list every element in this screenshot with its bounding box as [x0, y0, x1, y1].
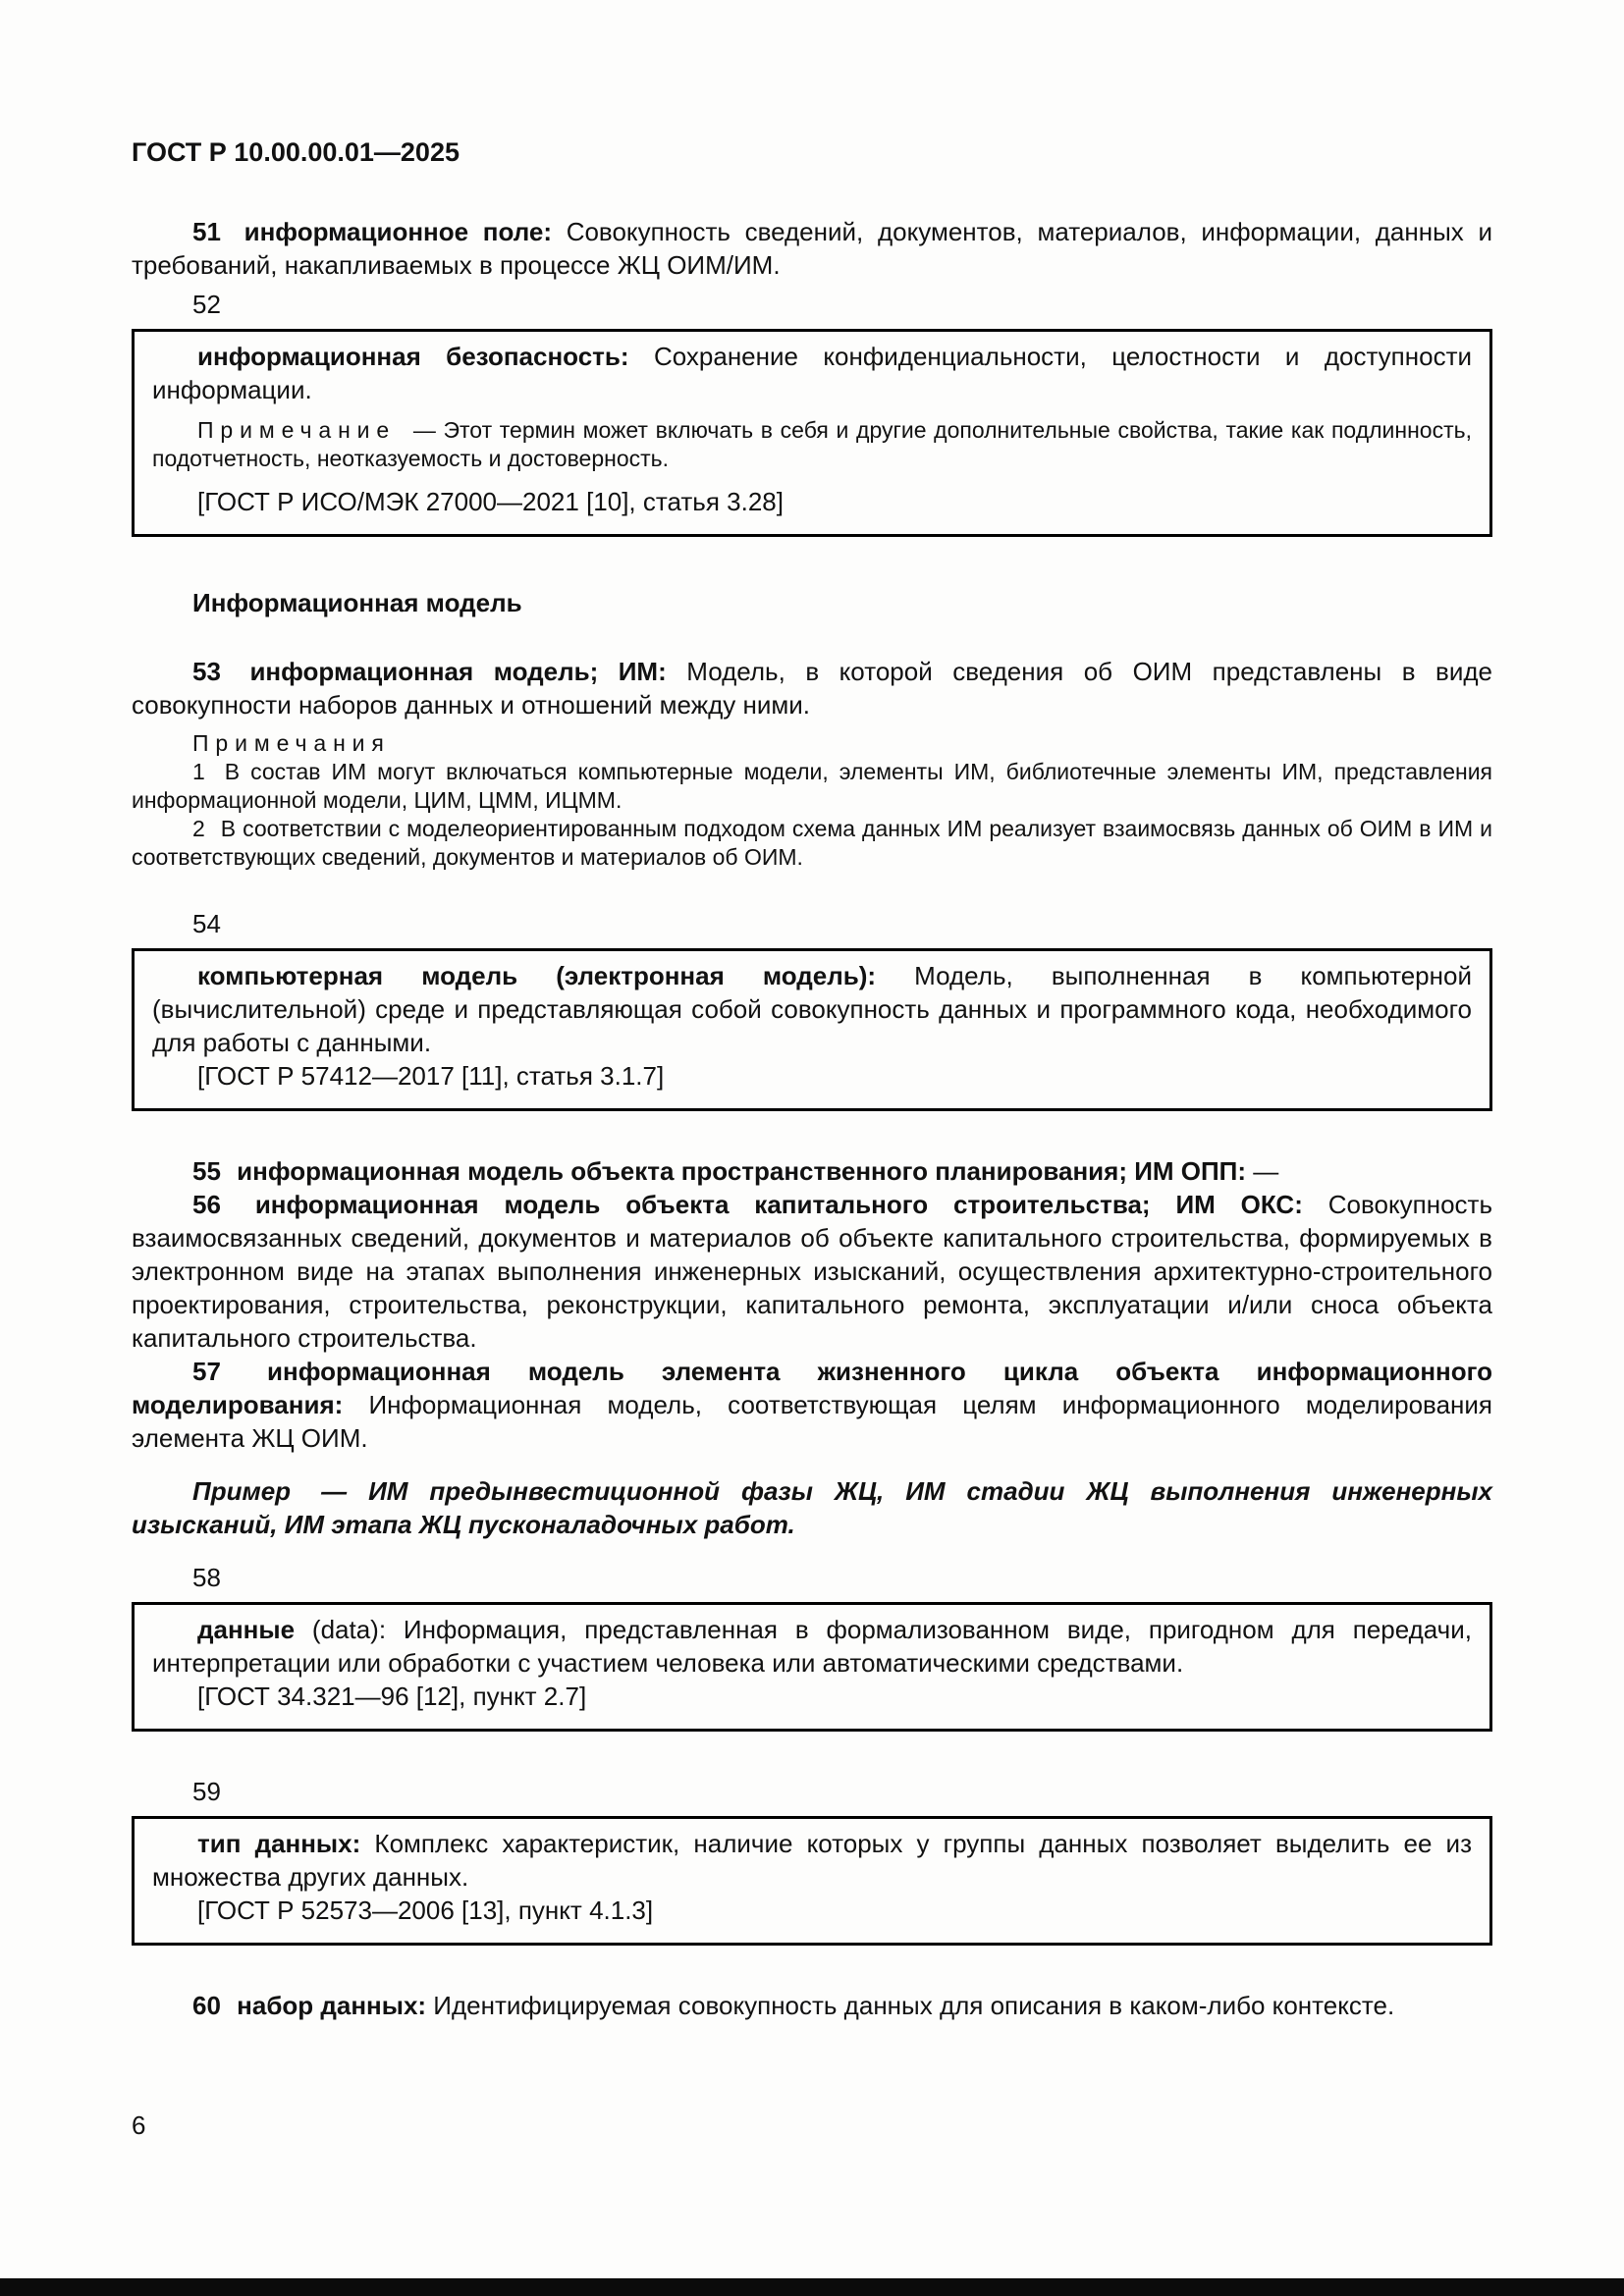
term-57-definition: Информационная модель, соответствующая целям информационного моделирования элемента ЖЦ ОИМ.	[132, 1390, 1492, 1453]
page-number: 6	[132, 2110, 146, 2140]
term-53-number: 53	[192, 657, 221, 686]
term-51-definition: Совокупность сведений, документов, материалов, информации, данных и требований, накапливаемых в процессе ЖЦ ОИМ/ИМ.	[132, 217, 1492, 280]
term-60-number: 60	[192, 1991, 221, 2020]
box-59-term-name: тип данных:	[197, 1829, 361, 1858]
scan-edge-artifact	[0, 2278, 1624, 2296]
notes-label	[132, 729, 1492, 758]
term-55-name: информационная модель объекта пространственного планирования; ИМ ОПП:	[237, 1156, 1247, 1186]
term-56-name: информационная модель объекта капитального строительства; ИМ ОКС:	[254, 1190, 1303, 1219]
term-56-number: 56	[192, 1190, 221, 1219]
term-56	[132, 1188, 1492, 1355]
definition-box-59	[132, 1816, 1492, 1946]
note-item-2	[132, 815, 1492, 872]
box-58-term-definition: Информация, представленная в формализованном виде, пригодном для передачи, интерпретации или обработки с участием человека или автоматическими средствами.	[152, 1615, 1472, 1678]
note-item-1-number: 1	[192, 759, 205, 784]
box-52-note-label: Примечание	[197, 417, 397, 443]
note-item-2-text: В соответствии с моделеориентированным подходом схема данных ИМ реализует взаимосвязь данных об ОИМ в ИМ и соответствующих сведений, документов и материалов об ОИМ.	[132, 816, 1493, 870]
doc-header	[132, 137, 1492, 168]
term-54-number: 54	[192, 909, 221, 938]
notes-label-text: Примечания	[192, 730, 391, 756]
term-53-definition: Модель, в которой сведения об ОИМ представлены в виде совокупности наборов данных и отношений между ними.	[132, 657, 1493, 720]
term-57	[132, 1355, 1492, 1455]
term-52-number: 52	[192, 290, 221, 319]
box-52-source-reference: [ГОСТ Р ИСО/МЭК 27000—2021 [10], статья 3.28]	[197, 487, 784, 516]
box-52-term-name: информационная безопасность:	[197, 342, 629, 371]
term-60-definition: Идентифицируемая совокупность данных для описания в каком-либо контексте.	[433, 1991, 1395, 2020]
box-52-note	[152, 416, 1472, 473]
section-heading: Информационная модель	[192, 588, 522, 617]
term-51-name: информационное поле:	[244, 217, 552, 246]
box-54-term-name: компьютерная модель (электронная модель):	[197, 961, 877, 990]
box-58-term-name: данные	[197, 1615, 296, 1644]
term-51-number: 51	[192, 217, 221, 246]
definition-box-58	[132, 1602, 1492, 1732]
note-item-1-text: В состав ИМ могут включаться компьютерные модели, элементы ИМ, библиотечные элементы ИМ, представления информационной модели, ЦИМ, ЦММ, ИЦММ.	[132, 759, 1492, 813]
box-52-note-text: — Этот термин может включать в себя и другие дополнительные свойства, такие как подлинность, подотчетность, неотказуемость и достоверность.	[152, 417, 1472, 471]
box-58-term-name-en: (data):	[311, 1615, 387, 1644]
doc-code: ГОСТ Р 10.00.00.01—2025	[132, 137, 460, 167]
term-51	[132, 215, 1492, 282]
term-57-number: 57	[192, 1357, 221, 1386]
box-59-source-reference: [ГОСТ Р 52573—2006 [13], пункт 4.1.3]	[197, 1896, 654, 1925]
term-56-definition: Совокупность взаимосвязанных сведений, документов и материалов об объекте капитального строительства, формируемых в электронном виде на этапах выполнения инженерных изысканий, осуществления архитектурно-строительного проектирования, строительства, реконструкции, капитального ремонта, эксплуатации и/или сноса объекта капитального строительства.	[132, 1190, 1492, 1353]
box-58-term	[152, 1613, 1472, 1680]
box-54-source-reference: [ГОСТ Р 57412—2017 [11], статья 3.1.7]	[197, 1061, 665, 1091]
example-label: Пример	[192, 1476, 292, 1506]
term-57-name: информационная модель элемента жизненного цикла объекта информационного моделирования:	[132, 1357, 1492, 1419]
box-54-term-definition: Модель, выполненная в компьютерной (вычислительной) среде и представляющая собой совокупность данных и программного кода, необходимого для работы с данными.	[152, 961, 1472, 1057]
term-55-number: 55	[192, 1156, 221, 1186]
term-59-number: 59	[192, 1777, 221, 1806]
box-58-source-reference: [ГОСТ 34.321—96 [12], пункт 2.7]	[197, 1682, 587, 1711]
term-53-name: информационная модель; ИМ:	[249, 657, 667, 686]
note-item-1	[132, 758, 1492, 815]
term-53	[132, 655, 1492, 721]
box-54-term	[152, 959, 1472, 1059]
note-item-2-number: 2	[192, 816, 205, 841]
term-53-notes	[132, 729, 1492, 872]
term-55	[132, 1154, 1492, 1188]
box-59-term-definition: Комплекс характеристик, наличие которых у группы данных позволяет выделить ее из множества других данных.	[152, 1829, 1473, 1892]
example-text: — ИМ предынвестиционной фазы ЖЦ, ИМ стадии ЖЦ выполнения инженерных изысканий, ИМ этапа ЖЦ пусконаладочных работ.	[132, 1476, 1492, 1539]
term-58-number: 58	[192, 1563, 221, 1592]
box-52-term	[152, 340, 1472, 406]
term-60	[132, 1989, 1492, 2022]
definition-box-52	[132, 329, 1492, 537]
box-52-term-definition: Сохранение конфиденциальности, целостности и доступности информации.	[152, 342, 1472, 404]
box-59-term	[152, 1827, 1472, 1894]
term-57-example	[132, 1474, 1492, 1541]
term-60-name: набор данных:	[237, 1991, 427, 2020]
term-55-definition: —	[1253, 1156, 1279, 1186]
definition-box-54	[132, 948, 1492, 1111]
